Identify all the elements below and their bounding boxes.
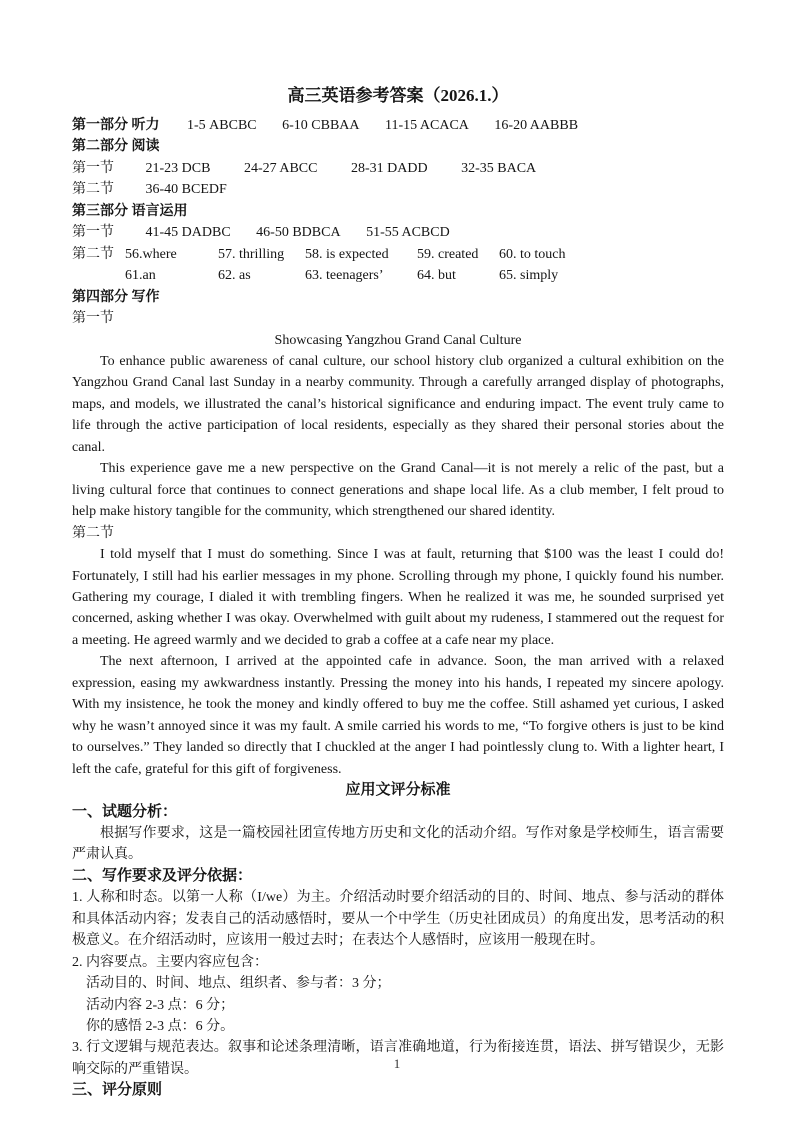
- essay1-paragraph-1: To enhance public awareness of canal culture, our school history club organized a cultural exhibition on the Yangzhou Grand Canal last Sunday in a nearby community. Through a carefully arranged display of photographs, maps, and models, we illustrated the canal’s historical significance and enduring impact. The event truly came to life through the active participation of local residents, especially as they shared their personal stories about the canal.: [72, 353, 724, 455]
- rubric-title: 应用文评分标准: [345, 782, 451, 799]
- fill-answer: 57. thrilling: [218, 246, 285, 262]
- part3-section1-line: [72, 222, 724, 243]
- part2-heading-line: [72, 136, 724, 157]
- part2-section1-line: [72, 158, 724, 179]
- answer-group: 24-27 ABCC: [243, 160, 318, 176]
- essay1-paragraph-2: This experience gave me a new perspective on the Grand Canal—it is not merely a relic of the past, but a living cultural force that continues to connect generations and shape local life. As a club member, I felt proud to help make history tangible for the community, which strengthened our shared identity.: [72, 461, 724, 520]
- rubric-item-2-sub-1: 活动目的、时间、地点、组织者、参与者：3 分；: [86, 976, 391, 992]
- answer-group: 51-55 ACBCD: [366, 225, 450, 241]
- rubric-section3-heading: 三、评分原则: [72, 1082, 163, 1099]
- part2-section2-line: [72, 179, 724, 200]
- part3-heading-line: [72, 201, 724, 222]
- part1-heading: 第一部分 听力: [72, 118, 160, 133]
- answer-group: 11-15 ACACA: [385, 118, 469, 133]
- section-label: 第一节: [72, 160, 114, 176]
- fill-answer: 62. as: [218, 268, 251, 284]
- part3-section2-row1: [72, 244, 724, 265]
- rubric-item-2-sub-3: 你的感悟 2-3 点：6 分。: [86, 1019, 235, 1035]
- fill-answer: 64. but: [417, 268, 456, 284]
- answer-group: 1-5 ABCBC: [187, 118, 257, 133]
- spacer: [72, 265, 125, 286]
- answer-group: 41-45 DADBC: [145, 225, 231, 241]
- rubric-section1-body: 根据写作要求，这是一篇校园社团宣传地方历史和文化的活动介绍。写作对象是学校师生，语言需要严肃认真。: [72, 825, 724, 863]
- rubric-item-3: 3. 行文逻辑与规范表达。叙事和论述条理清晰，语言准确地道，行为衔接连贯，语法、拼写错误少，无影响交际的严重错误。: [72, 1040, 724, 1077]
- essay1-title: Showcasing Yangzhou Grand Canal Culture: [274, 332, 522, 348]
- fill-answer: 65. simply: [499, 268, 559, 284]
- essay2-paragraph-2: The next afternoon, I arrived at the appointed cafe in advance. Soon, the man arrived with a relaxed expression, easing my awkwardness instantly. Pressing the money into his hands, I repeated my sincere apology. With my insistence, he took the money and kindly offered to buy me the coffee. Still ashamed yet curious, I asked why he wasn’t annoyed since it was my fault. A smile carried his words to me, “To forgive others is just to be kind to ourselves.” They landed so directly that I chuckled at the anger I had pointlessly clung to. With a lighter heart, I left the cafe, grateful for this gift of forgiveness.: [72, 654, 724, 777]
- section-label: 第一节: [72, 225, 114, 241]
- part1-listening-line: [72, 115, 724, 136]
- answer-group: 28-31 DADD: [350, 160, 428, 176]
- essay2-paragraph-1: I told myself that I must do something. Since I was at fault, returning that $100 was the least I could do! Fortunately, I still had his earlier messages in my phone. Scrolling through my phone, I quickly found his number. Gathering my courage, I dialed it with trembling fingers. When he realized it was me, he sounded surprised yet concerned, asking whether I was okay. Overwhelmed with guilt about my rudeness, I stammered out the request for a meeting. He agreed warmly and we decided to grab a coffee at a cafe near my place.: [72, 547, 724, 648]
- fill-answer: 56.where: [125, 246, 177, 262]
- answer-group: 36-40 BCEDF: [145, 182, 227, 198]
- rubric-item-2-sub-2: 活动内容 2-3 点：6 分；: [86, 997, 235, 1013]
- rubric-section2-heading: 二、写作要求及评分依据：: [72, 867, 253, 884]
- fill-answer: 60. to touch: [499, 246, 566, 262]
- part4-section1-label: [72, 308, 724, 329]
- rubric-item-2: 2. 内容要点。主要内容应包含：: [72, 954, 268, 970]
- section-label: 第一节: [72, 311, 114, 327]
- fill-answer: 61.an: [125, 268, 156, 284]
- part4-heading: 第四部分 写作: [72, 289, 160, 305]
- answer-group: 16-20 AABBB: [494, 118, 579, 133]
- document-title: 高三英语参考答案（2026.1.）: [287, 86, 509, 105]
- part3-section2-row2: [72, 265, 724, 286]
- fill-answer: 58. is expected: [305, 246, 389, 262]
- fill-answer: 59. created: [417, 246, 479, 262]
- rubric-section1-heading: 一、试题分析：: [72, 803, 178, 820]
- answer-group: 21-23 DCB: [145, 160, 211, 176]
- part4-section2-label: [72, 523, 724, 544]
- section-label: 第二节: [72, 246, 114, 262]
- answer-group: 46-50 BDBCA: [256, 225, 341, 241]
- answer-group: 6-10 CBBAA: [282, 118, 360, 133]
- page-number: 1: [393, 1056, 401, 1071]
- section-label: 第二节: [72, 525, 114, 541]
- section-label: 第二节: [72, 182, 114, 198]
- part3-heading: 第三部分 语言运用: [72, 203, 188, 219]
- part4-heading-line: [72, 287, 724, 308]
- rubric-item-1: 1. 人称和时态。以第一人称（I/we）为主。介绍活动时要介绍活动的目的、时间、地点、参与活动的群体和具体活动内容；发表自己的活动感悟时，要从一个中学生（历史社团成员）的角度出发，思考活动的积极意义。在介绍活动时，应该用一般过去时；在表达个人感悟时，应该用一般现在时。: [72, 890, 724, 949]
- fill-answer: 63. teenagers’: [305, 268, 384, 284]
- part2-heading: 第二部分 阅读: [72, 139, 160, 155]
- answer-group: 32-35 BACA: [461, 160, 537, 176]
